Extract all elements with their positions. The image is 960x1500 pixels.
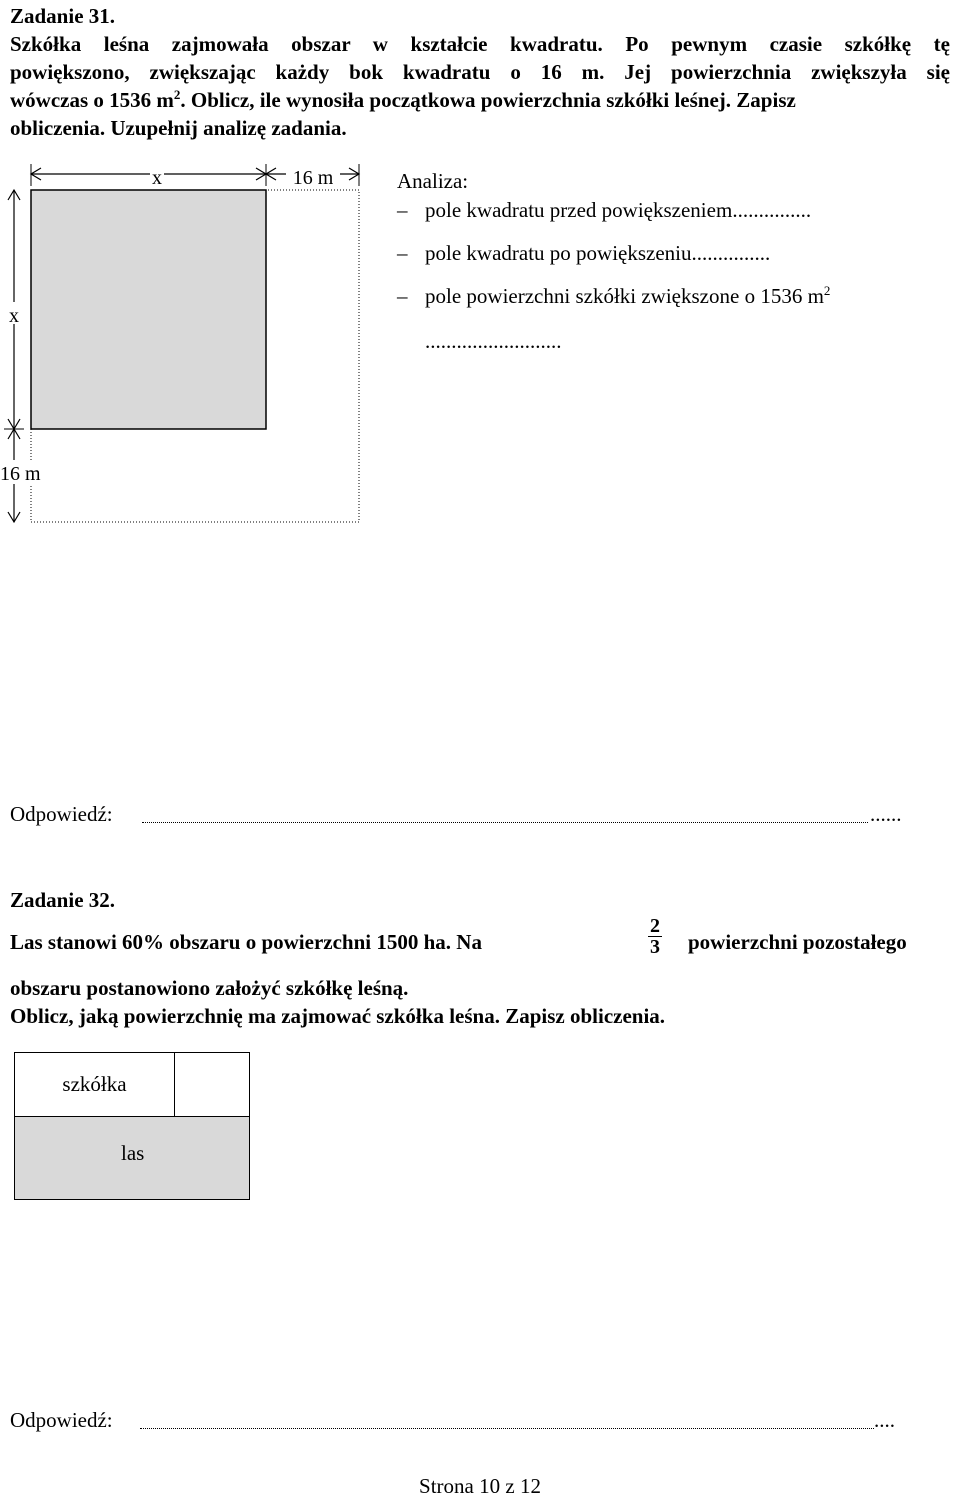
label-16m-top: 16 m bbox=[292, 167, 334, 189]
task32-title: Zadanie 32. bbox=[10, 888, 116, 912]
task31-text-line3: wówczas o 1536 $m^2$. Oblicz, ile wynosiła początkowa powierzchnia szkółki leśnej. Zapisz bbox=[10, 87, 796, 112]
answer32-dotted-line[interactable] bbox=[140, 1428, 874, 1429]
area-box-diagram bbox=[14, 1052, 250, 1200]
task32-text-line2: obszaru postanowiono założyć szkółkę leśną. bbox=[10, 976, 409, 1000]
task32-text-line1a: Las stanowi 60% obszaru o powierzchni 1500 ha. Na bbox=[10, 930, 482, 954]
label-x-left: x bbox=[9, 305, 19, 327]
analysis-item3: – pole powierzchni szkółki zwiększone o 1536 $m^2$ bbox=[397, 283, 831, 308]
answer32-dots: .... bbox=[874, 1408, 895, 1432]
task32-text-line3: Oblicz, jaką powierzchnię ma zajmować szkółka leśna. Zapisz obliczenia. bbox=[10, 1004, 666, 1028]
answer31-label: Odpowiedź: bbox=[10, 802, 113, 826]
task32-text-line1b: powierzchni pozostałego bbox=[688, 930, 907, 954]
fraction-two-thirds: $\frac{2}{3}$ bbox=[650, 915, 660, 958]
answer32-label: Odpowiedź: bbox=[10, 1408, 113, 1432]
page-number: Strona 10 z 12 bbox=[419, 1474, 541, 1498]
task31-text-line4: obliczenia. Uzupełnij analizę zadania. bbox=[10, 116, 347, 140]
analysis-heading: Analiza: bbox=[397, 169, 469, 193]
analysis-item1: – pole kwadratu przed powiększeniem............... bbox=[397, 198, 812, 222]
box-szkolka: szkółka bbox=[15, 1053, 175, 1116]
original-square bbox=[31, 190, 266, 429]
analysis-dots-line: .......................... bbox=[425, 329, 562, 353]
square-diagram bbox=[0, 160, 370, 530]
task31-text-line2: powiększono, zwiększając każdy bok kwadratu o 16 m. Jej powierzchnia zwiększyła się bbox=[10, 60, 950, 84]
label-16m-left: 16 m bbox=[0, 463, 41, 485]
answer31-dots: ...... bbox=[870, 802, 902, 826]
task31-title: Zadanie 31. bbox=[10, 4, 116, 28]
box-las: las bbox=[15, 1116, 249, 1199]
label-x-top: x bbox=[152, 167, 162, 189]
task31-text-line1: Szkółka leśna zajmowała obszar w kształcie kwadratu. Po pewnym czasie szkółkę tę bbox=[10, 32, 950, 56]
analysis-item2: – pole kwadratu po powiększeniu............... bbox=[397, 241, 771, 265]
answer31-dotted-line[interactable] bbox=[142, 822, 868, 823]
